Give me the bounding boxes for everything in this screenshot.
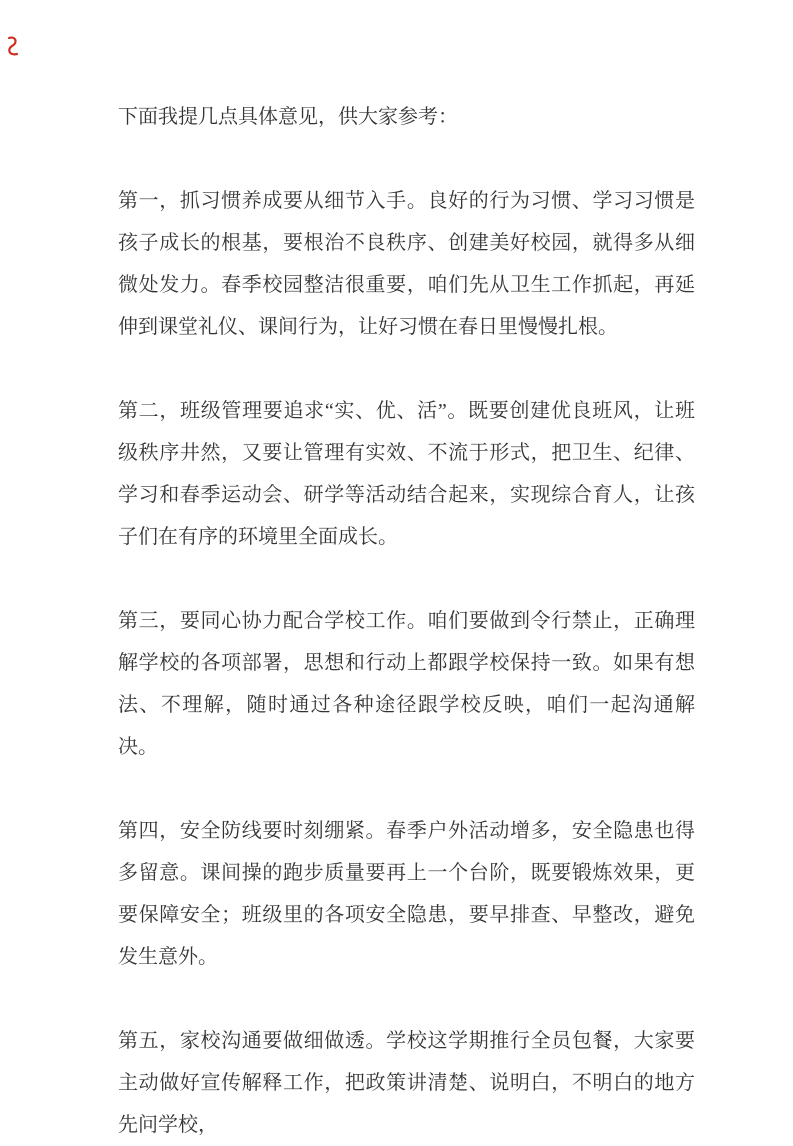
paragraph-fifth: 第五，家校沟通要做细做透。学校这学期推行全员包餐，大家要主动做好宣传解释工作，把政策讲清楚、说明白，不明白的地方先问学校， — [118, 1030, 695, 1136]
red-pen-mark-icon — [6, 36, 20, 58]
paragraph-third: 第三，要同心协力配合学校工作。咱们要做到令行禁止，正确理解学校的各项部署，思想和行动上都跟学校保持一致。如果有想法、不理解，随时通过各种途径跟学校反映，咱们一起沟通解决。 — [118, 610, 695, 758]
paragraph-fourth: 第四，安全防线要时刻绷紧。春季户外活动增多，安全隐患也得多留意。课间操的跑步质量要再上一个台阶，既要锻炼效果，更要保障安全；班级里的各项安全隐患，要早排查、早整改，避免发生意外。 — [118, 820, 695, 968]
paragraph-first: 第一，抓习惯养成要从细节入手。良好的行为习惯、学习习惯是孩子成长的根基，要根治不良秩序、创建美好校园，就得多从细微处发力。春季校园整洁很重要，咱们先从卫生工作抓起，再延伸到课堂礼仪、课间行为，让好习惯在春日里慢慢扎根。 — [118, 190, 695, 338]
intro-line: 下面我提几点具体意见，供大家参考： — [118, 106, 458, 128]
paragraph-second: 第二，班级管理要追求“实、优、活”。既要创建优良班风，让班级秩序井然，又要让管理有实效、不流于形式，把卫生、纪律、学习和春季运动会、研学等活动结合起来，实现综合育人，让孩子们在有序的环境里全面成长。 — [118, 400, 695, 548]
